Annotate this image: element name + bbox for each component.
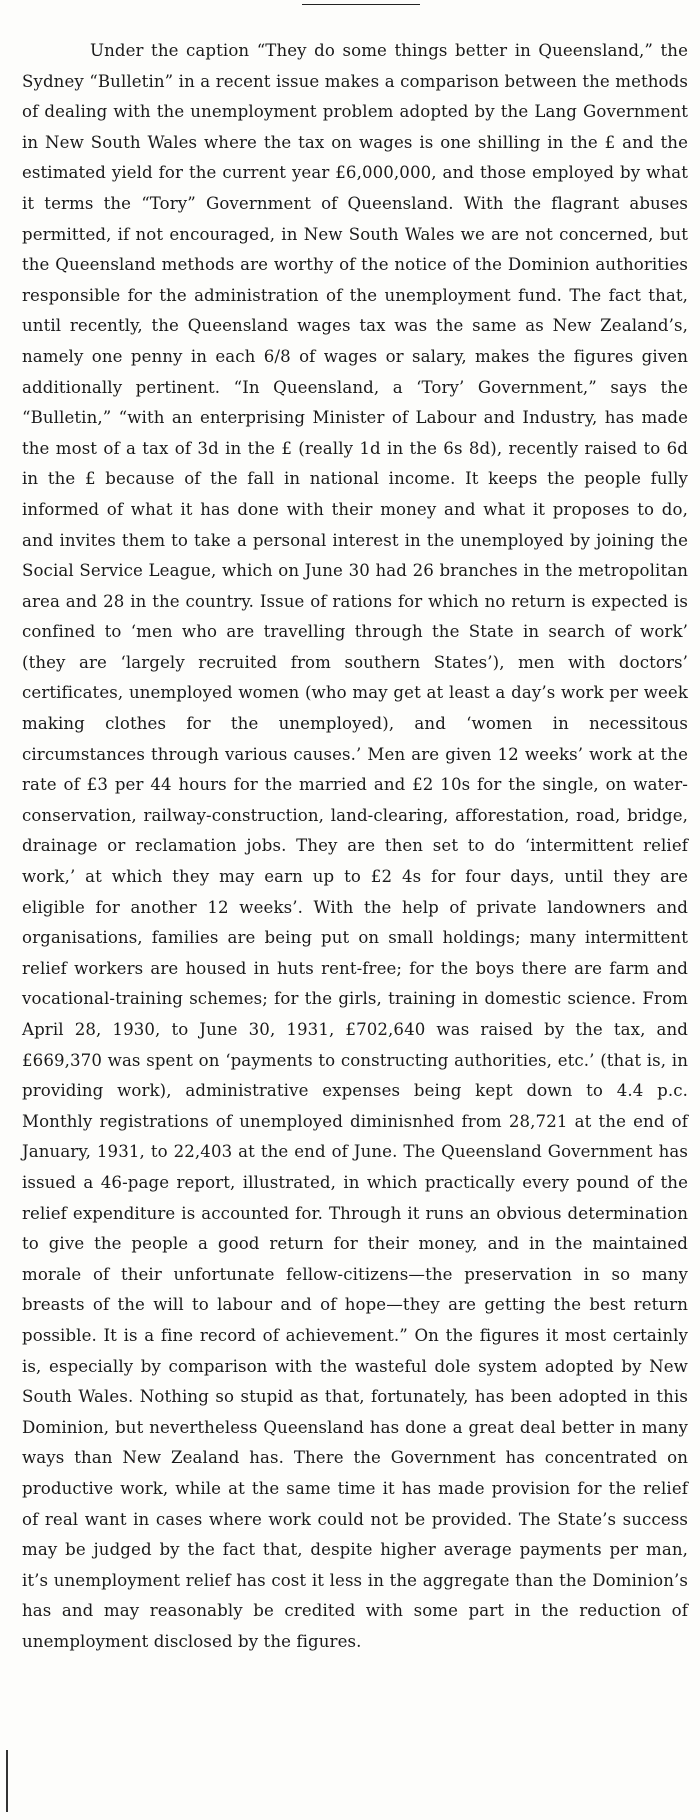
article-body: Under the caption “They do some things better in Queensland,” the Sydney “Bulletin” in a recent issue makes a comparison between the methods of dealing with the unemployment problem adopted by the Lang Government in New South Wales where the tax on wages is one shilling in the £ and the estimated yield for the current year £6,000,000, and those employed by what it terms the “Tory” Government of Queensland. With the flagrant abuses permitted, if not encouraged, in New South Wales we are not concerned, but the Queensland methods are worthy of the notice of the Dominion authorities responsible for the administration of the unemployment fund. The fact that, until recently, the Queensland wages tax was the same as New Zealand’s, namely one penny in each 6/8 of wages or salary, makes the figures given additionally pertinent. “In Queensland, a ‘Tory’ Government,” says the “Bulletin,” “with an enterprising Minister of Labour and Industry, has made the most of a tax of 3d in the £ (really 1d in the 6s 8d), recently raised to 6d in the £ because of the fall in national income. It keeps the people fully informed of what it has done with their money and what it proposes to do, and invites them to take a personal interest in the unemployed by joining the Social Service League, which on June 30 had 26 branches in the metropolitan area and 28 in the country. Issue of rations for which no return is expected is confined to ‘men who are travelling through the State in search of work’ (they are ‘largely recruited from southern States’), men with doctors’ certificates, unemployed women (who may get at least a day’s work per week making clothes for the unemployed), and ‘women in necessitous circumstances through various causes.’ Men are given 12 weeks’ work at the rate of £3 per 44 hours for the married and £2 10s for the single, on water-conservation, railway-construction, land-clearing, afforestation, road, bridge, drainage or reclamation jobs. They are then set to do ‘intermittent relief work,’ at which they may earn up to £2 4s for four days, until they are eligible for another 12 weeks’. With the help of private landowners and organisations, families are being put on small holdings; many intermittent relief workers are housed in huts rent-free; for the boys there are farm and vocational-training schemes; for the girls, training in domestic science. From April 28, 1930, to June 30, 1931, £702,640 was raised by the tax, and £669,370 was spent on ‘payments to constructing authorities, etc.’ (that is, in providing work), administrative expenses being kept down to 4.4 p.c. Monthly registrations of unemployed diminisnhed from 28,721 at the end of January, 1931, to 22,403 at the end of June. The Queensland Government has issued a 46-page report, illustrated, in which practically every pound of the relief expenditure is accounted for. Through it runs an obvious determination to give the people a good return for their money, and in the maintained morale of their unfortunate fellow-citizens—the preservation in so many breasts of the will to labour and of hope—they are getting the best return possible. It is a fine record of achievement.” On the figures it most certainly is, especially by comparison with the wasteful dole system adopted by New South Wales. Nothing so stupid as that, fortunately, has been adopted in this Dominion, but nevertheless Queensland has done a great deal better in many ways than New Zealand has. There the Government has concentrated on productive work, while at the same time it has made provision for the relief of real want in cases where work could not be provided. The State’s success may be judged by the fact that, despite higher average payments per man, it’s unemployment relief has cost it less in the aggregate than the Dominion’s has and may reasonably be credited with some part in the reduction of unemployment disclosed by the figures.: [22, 41, 688, 1651]
margin-mark: [6, 1750, 8, 1812]
column-top-rule: [302, 4, 420, 5]
